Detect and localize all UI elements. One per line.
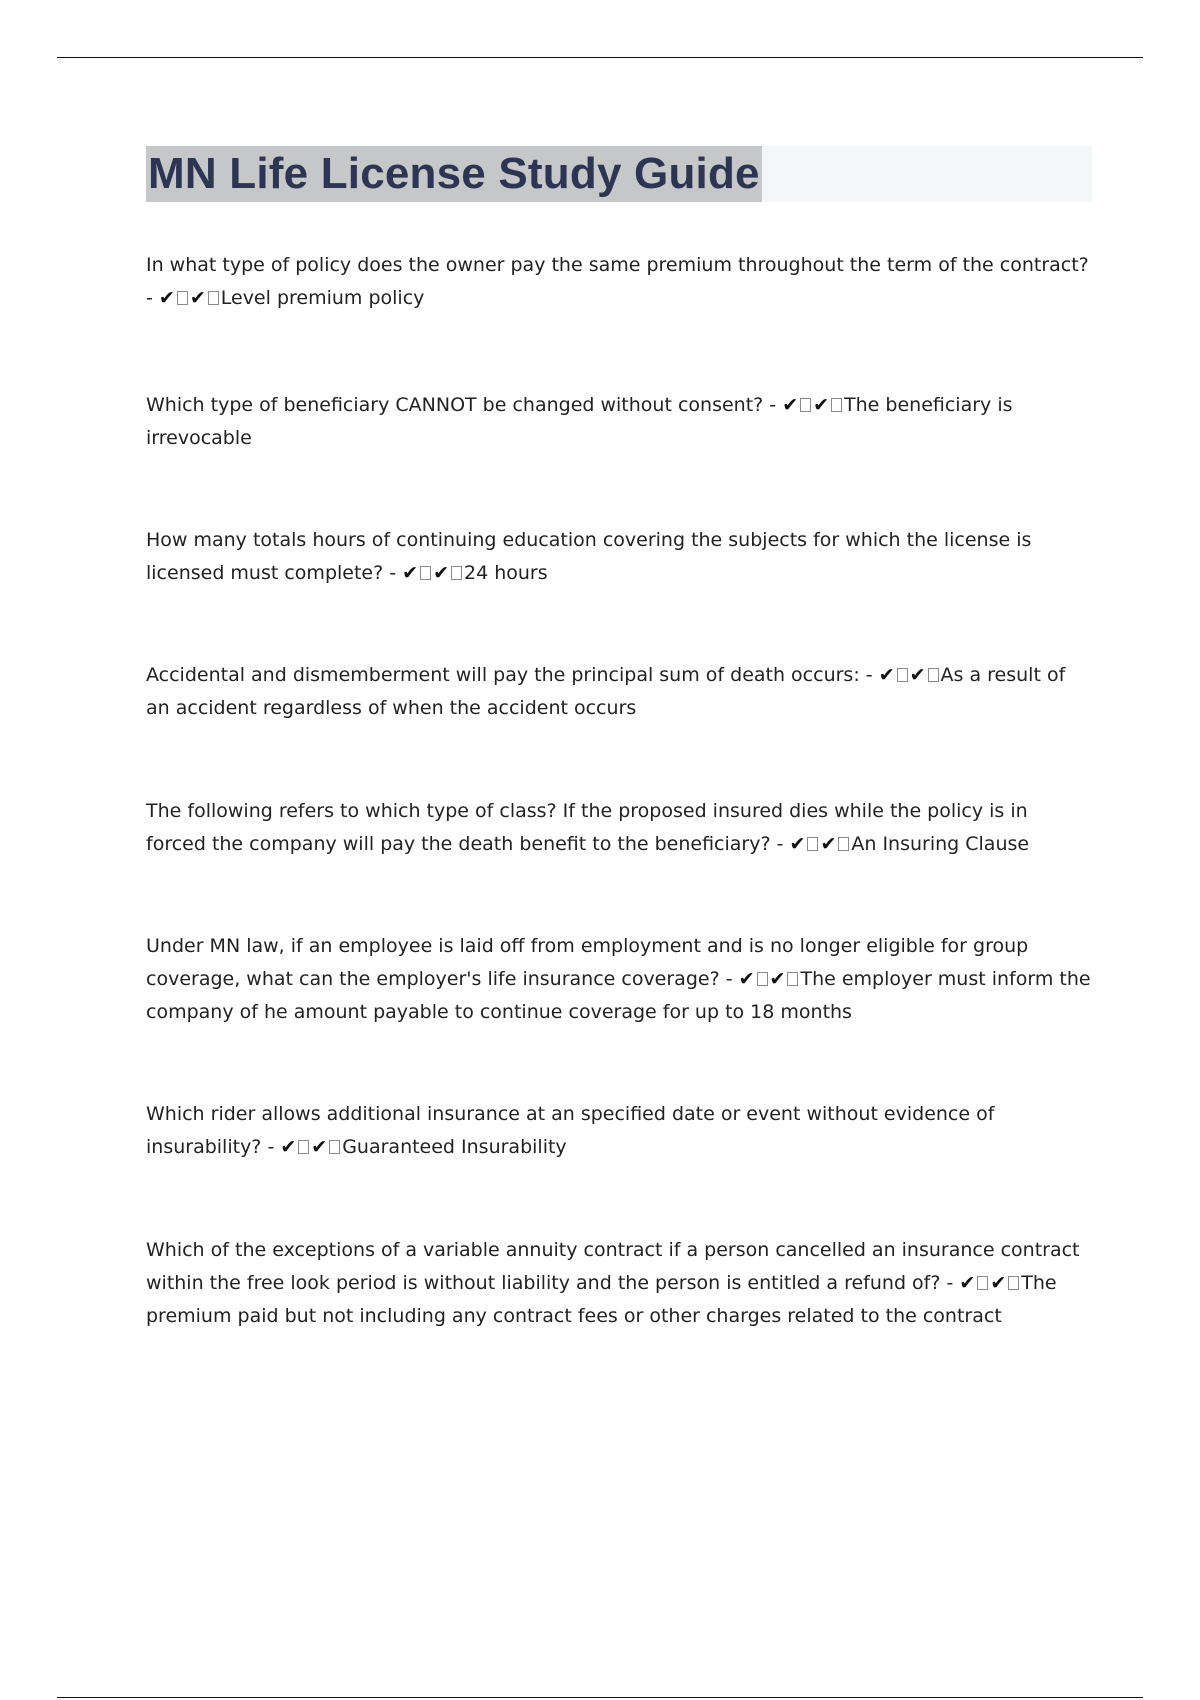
qa-item-2: [146, 389, 1092, 455]
check-icon: ✔: [878, 664, 895, 686]
check-icon: ✔: [280, 1136, 297, 1158]
page-title: MN Life License Study Guide: [146, 146, 762, 202]
qa-item-1: [146, 249, 1092, 315]
qa-item-5: [146, 795, 1092, 861]
top-rule: [57, 57, 1143, 58]
answer-text: The employer must inform the company of he amount payable to continue coverage for up to 18 months: [146, 968, 1091, 1023]
box-icon: [977, 1276, 988, 1290]
box-icon: [298, 1140, 309, 1154]
box-icon: [420, 566, 431, 580]
box-icon: [177, 291, 188, 305]
box-icon: [838, 837, 849, 851]
separator: -: [267, 1136, 275, 1158]
box-icon: [807, 837, 818, 851]
check-icon: ✔: [990, 1272, 1007, 1294]
check-icon: ✔: [769, 968, 786, 990]
qa-item-6: [146, 930, 1092, 1029]
answer-text: As a result of an accident regardless of when the accident occurs: [146, 664, 1066, 719]
qa-item-4: [146, 659, 1092, 725]
answer-text: The premium paid but not including any contract fees or other charges related to the contract: [146, 1272, 1057, 1327]
check-icon: ✔: [820, 833, 837, 855]
question-text: Under MN law, if an employee is laid off from employment and is no longer eligible for group coverage, what can the employer's life insurance coverage?: [146, 935, 1029, 990]
box-icon: [208, 291, 219, 305]
check-icon: ✔: [782, 394, 799, 416]
title-band: [146, 146, 1092, 202]
qa-item-7: [146, 1098, 1092, 1164]
question-text: How many totals hours of continuing education covering the subjects for which the license is licensed must complete?: [146, 529, 1032, 584]
box-icon: [451, 566, 462, 580]
question-text: Accidental and dismemberment will pay the principal sum of death occurs:: [146, 664, 860, 686]
check-icon: ✔: [909, 664, 926, 686]
separator: -: [769, 394, 777, 416]
question-text: Which of the exceptions of a variable annuity contract if a person cancelled an insurance contract within the free look period is without liability and the person is entitled a refund of?: [146, 1239, 1080, 1294]
answer-text: Level premium policy: [220, 287, 425, 309]
box-icon: [757, 972, 768, 986]
box-icon: [800, 398, 811, 412]
check-icon: ✔: [813, 394, 830, 416]
check-icon: ✔: [789, 833, 806, 855]
box-icon: [1008, 1276, 1019, 1290]
check-icon: ✔: [433, 562, 449, 584]
question-text: Which type of beneficiary CANNOT be changed without consent?: [146, 394, 764, 416]
check-icon: ✔: [158, 287, 175, 309]
check-icon: ✔: [311, 1136, 328, 1158]
question-text: The following refers to which type of class? If the proposed insured dies while the policy is in forced the company will pay the death benefit to the beneficiary?: [146, 800, 1028, 855]
answer-text: An Insuring Clause: [851, 833, 1030, 855]
box-icon: [787, 972, 798, 986]
check-icon: ✔: [189, 287, 206, 309]
answer-text: The beneficiary is irrevocable: [146, 394, 1013, 449]
box-icon: [329, 1140, 340, 1154]
qa-item-8: [146, 1234, 1092, 1333]
box-icon: [897, 668, 908, 682]
answer-text: 24 hours: [464, 562, 548, 584]
separator: -: [389, 562, 397, 584]
separator: -: [865, 664, 873, 686]
separator: -: [946, 1272, 954, 1294]
question-text: Which rider allows additional insurance at an specified date or event without evidence of insurability?: [146, 1103, 995, 1158]
question-text: In what type of policy does the owner pay the same premium throughout the term of the contract?: [146, 254, 1089, 276]
check-icon: ✔: [402, 562, 419, 584]
bottom-rule: [57, 1697, 1143, 1698]
box-icon: [928, 668, 939, 682]
box-icon: [831, 398, 842, 412]
separator: -: [146, 287, 153, 309]
check-icon: ✔: [959, 1272, 976, 1294]
qa-item-3: [146, 524, 1092, 590]
separator: -: [725, 968, 733, 990]
answer-text: Guaranteed Insurability: [342, 1136, 567, 1158]
separator: -: [776, 833, 784, 855]
check-icon: ✔: [738, 968, 755, 990]
